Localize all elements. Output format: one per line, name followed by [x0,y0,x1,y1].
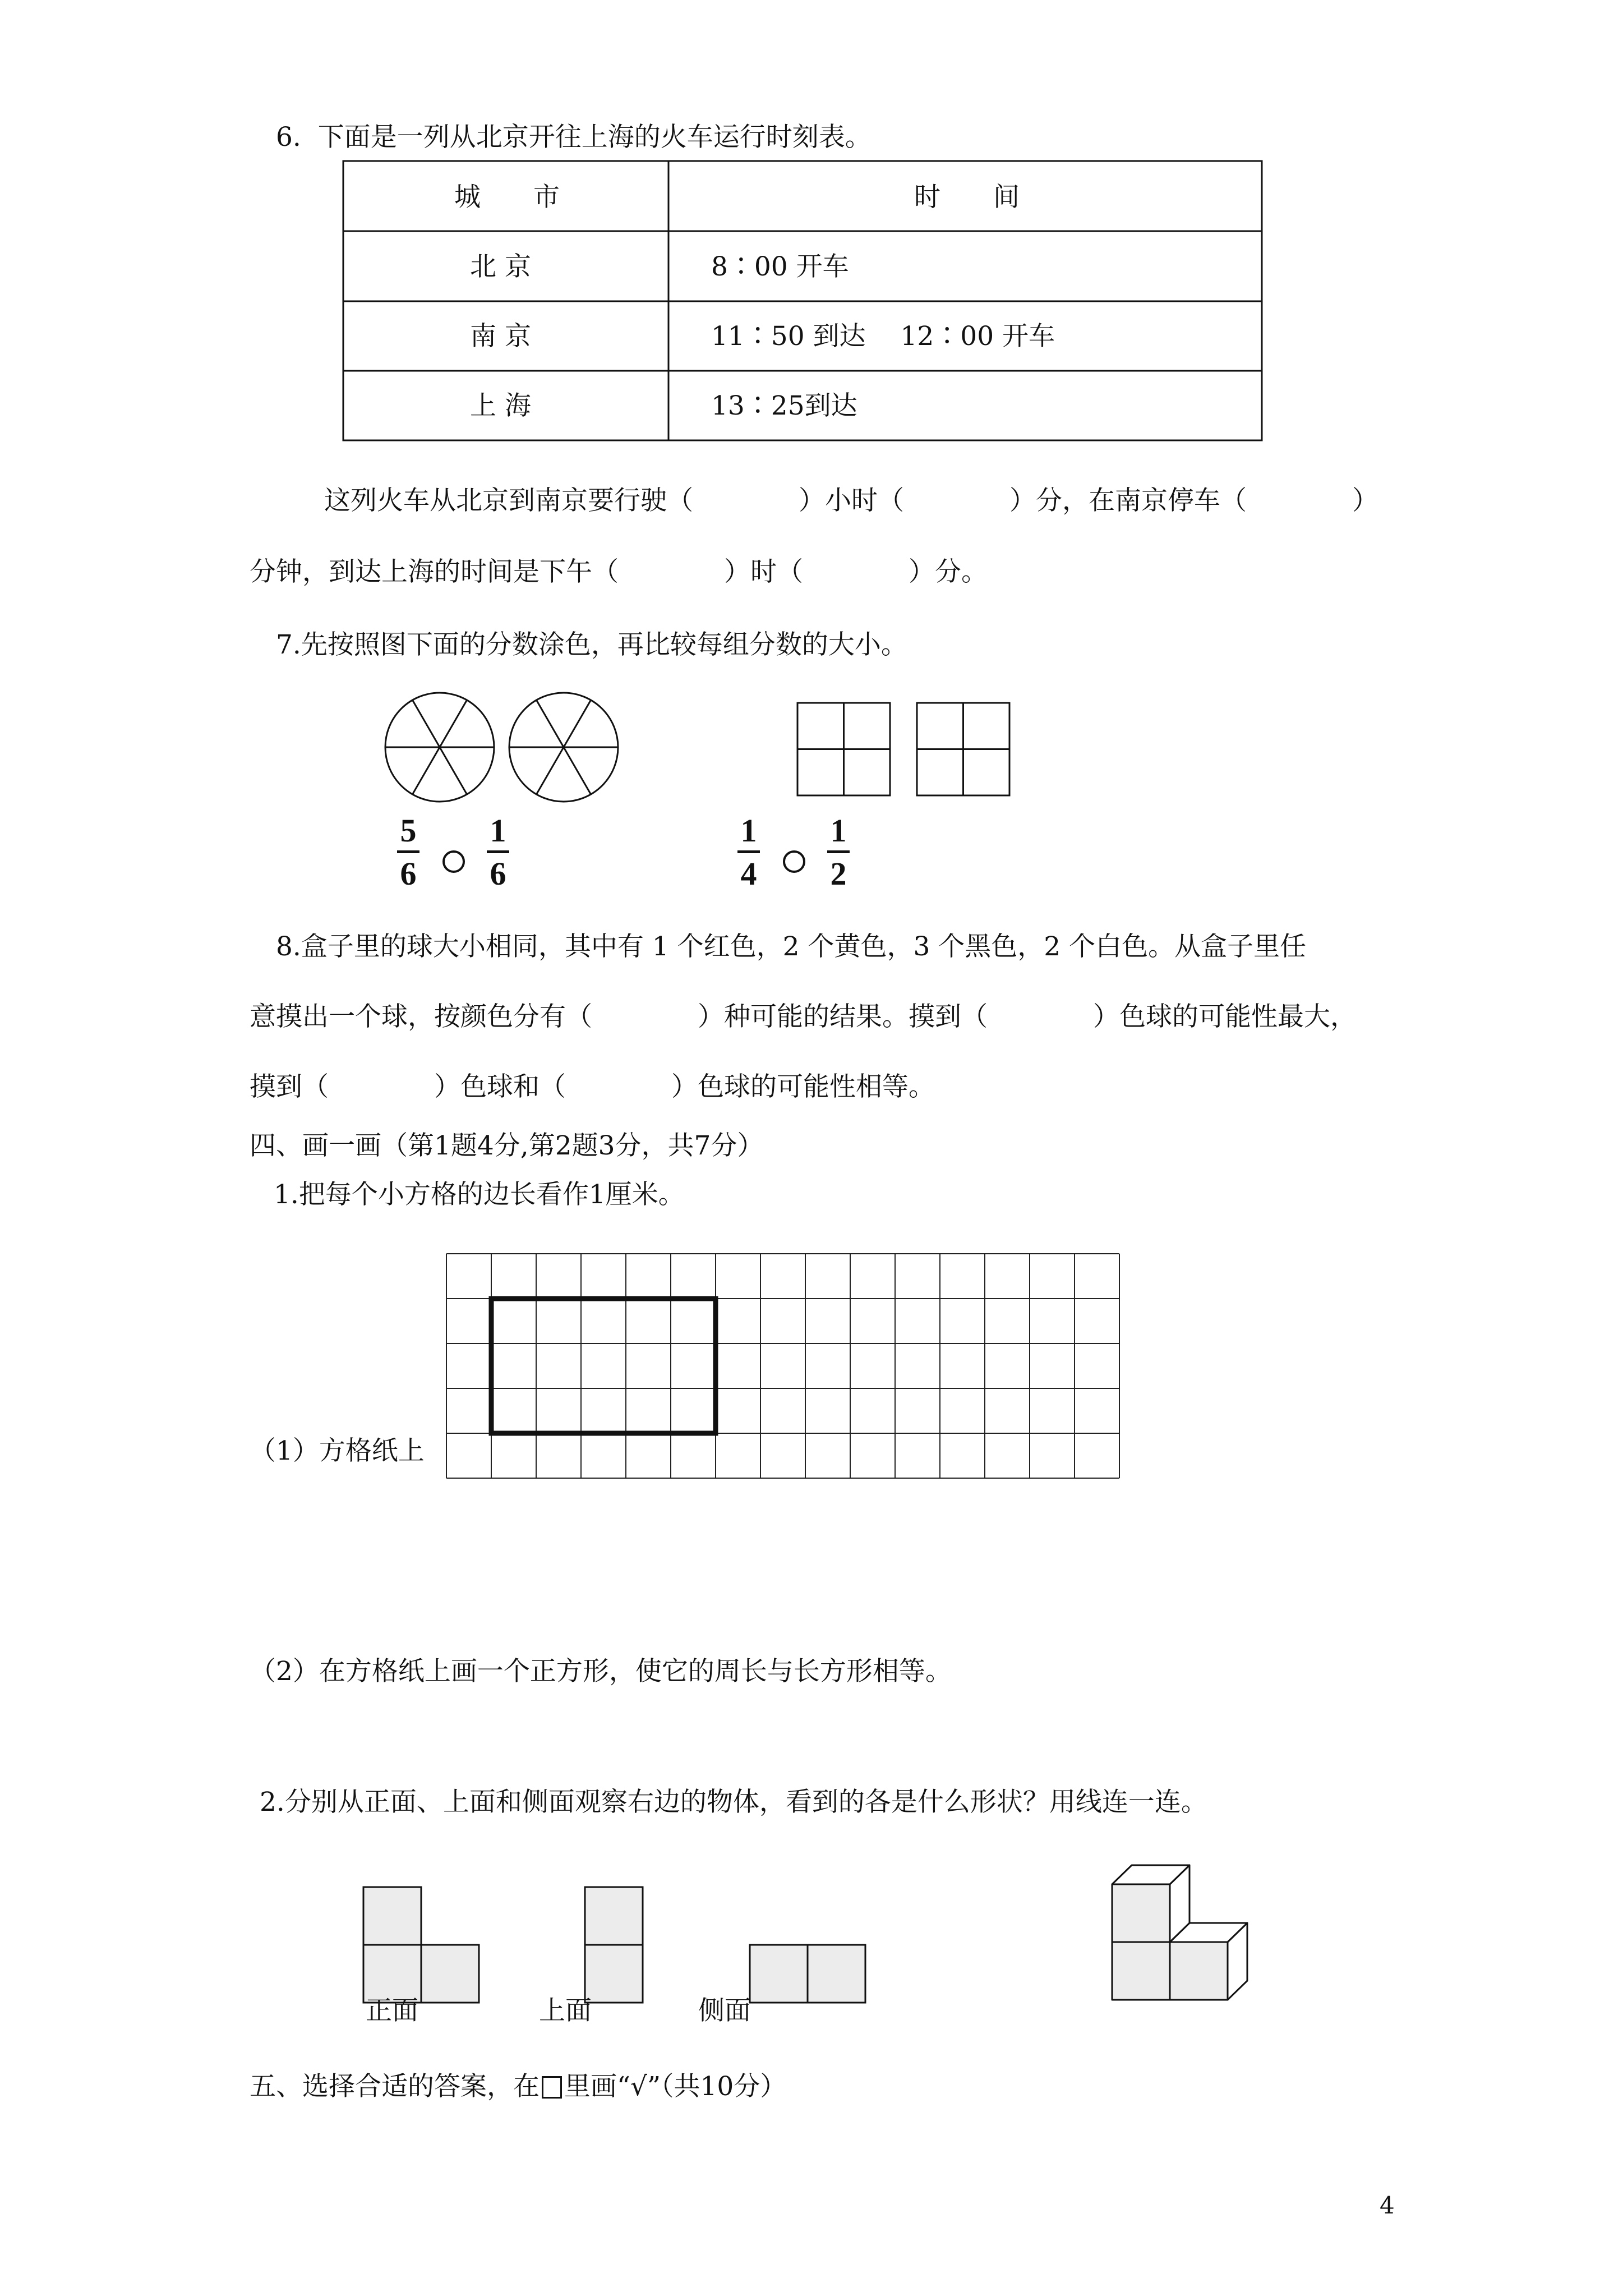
q8-question-line: 意摸出一个球，按颜色分有（ ）种可能的结果。摸到（ ）色球的可能性最大， [250,1001,1357,1032]
numerator: 1 [740,812,757,849]
s4-q1-part2: （2）在方格纸上画一个正方形，使它的周长与长方形相等。 [250,1656,952,1687]
answer-box-icon [542,2076,562,2099]
section-5-title-before: 五、选择合适的答案，在 [250,2071,540,2102]
table-header-city: 城 市 [454,182,560,213]
s4-q1-title: 1.把每个小方格的边长看作1厘米。 [274,1179,685,1210]
section-5-title [250,2070,786,2104]
view-label-top: 上面 [539,1995,592,2026]
front-view-shape [363,1887,479,2003]
view-label-side: 侧面 [698,1995,751,2026]
page-number: 4 [1380,2192,1395,2219]
denominator: 6 [490,855,506,892]
q6-question-line: 分钟，到达上海的时间是下午（ ）时（ ）分。 [250,556,988,587]
denominator: 2 [830,855,847,892]
top-view-shape [585,1887,643,2003]
denominator: 4 [740,855,757,892]
q7-title: 7.先按照图下面的分数涂色，再比较每组分数的大小。 [276,629,907,660]
table-cell-city: 南 京 [470,321,531,352]
numerator: 1 [490,812,506,849]
q8-question-line: 摸到（ ）色球和（ ）色球的可能性相等。 [250,1071,935,1102]
s4-q1-part1: （1）方格纸上 [250,1434,426,1468]
denominator: 6 [400,855,417,892]
table-cell-time: 13∶25到达 [711,390,857,421]
numerator: 1 [830,812,847,849]
side-view-shape [750,1945,865,2003]
table-cell-city: 北 京 [470,251,531,282]
table-cell-time: 11∶50 到达 12∶00 开车 [711,321,1055,352]
view-label-front: 正面 [366,1995,418,2026]
table-cell-city: 上 海 [470,390,531,421]
q6-question-line: 这列火车从北京到南京要行驶（ ）小时（ ）分，在南京停车（ ） [324,485,1378,516]
s4-q2-title: 2.分别从正面、上面和侧面观察右边的物体，看到的各是什么形状？用线连一连。 [260,1787,1207,1818]
q8-question-line: 8.盒子里的球大小相同，其中有 1 个红色，2 个黄色，3 个黑色，2 个白色。从盒子里任 [276,931,1307,962]
table-cell-time: 8∶00 开车 [711,251,849,282]
table-header-time: 时 间 [914,182,1020,213]
section-5-title-after: 里画“√”（共10分） [564,2071,787,2102]
numerator: 5 [400,812,417,849]
section-4-title: 四、画一画（第1题4分,第2题3分，共7分） [250,1130,764,1161]
cube-object [1112,1865,1247,2000]
q6-title: 6. 下面是一列从北京开往上海的火车运行时刻表。 [276,122,872,153]
